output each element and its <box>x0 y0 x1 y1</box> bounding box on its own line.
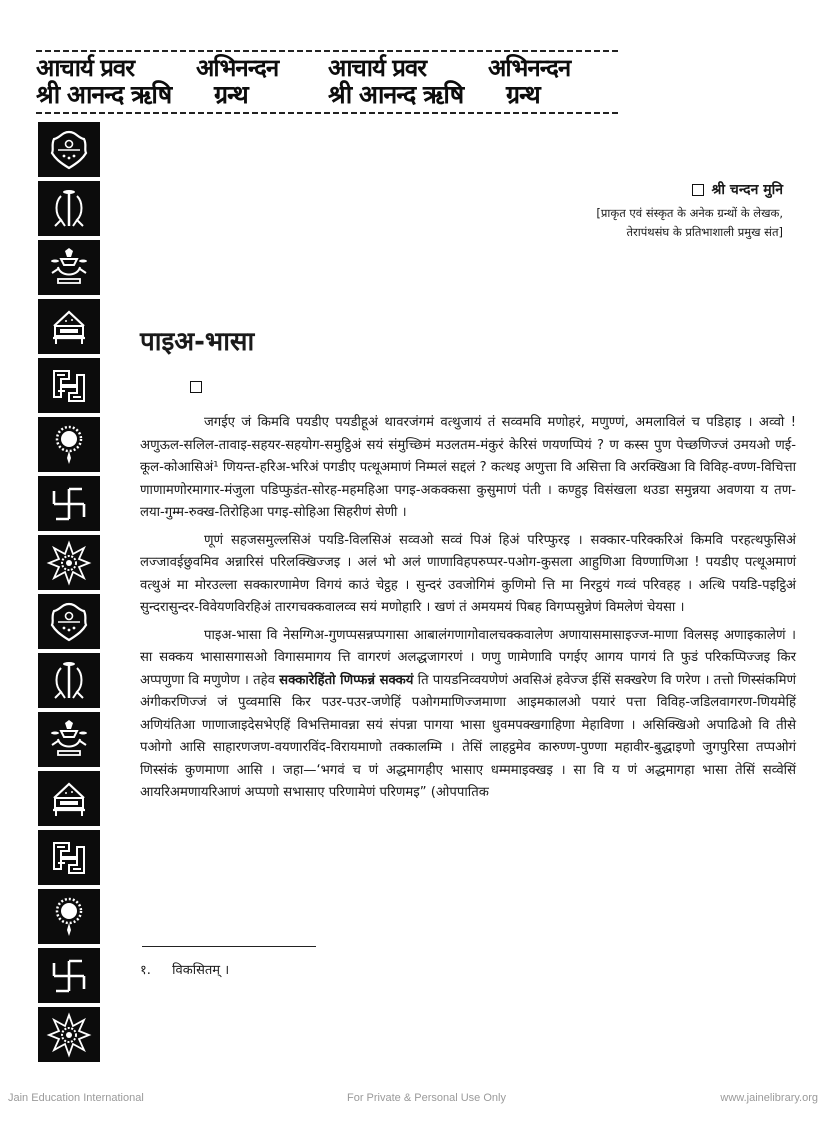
page-footer <box>0 1092 828 1108</box>
footnote-divider <box>142 946 316 947</box>
author-desc-line: तेरापंथसंघ के प्रतिभाशाली प्रमुख संत] <box>626 224 783 239</box>
footnote <box>140 960 229 978</box>
throne-icon <box>38 771 100 826</box>
banner-text: आचार्य प्रवर <box>328 53 427 82</box>
banner-text: आचार्य प्रवर <box>36 53 135 82</box>
banner-text: ग्रन्थ <box>214 79 248 109</box>
paragraph: णूणं सहजसमुल्लसिअं पयडि-विलसिअं सव्वओ सव्वं पिअं हिअं परिप्फुरइ । सक्कार-परिक्करिअं किमवि परहत्थफुसिअं लज्जावईछुवमिव अन्नारिसं परिलक्खिज्जइ । अलं भो अलं णाणाविहपरुप्पर-पओग-कुसला आहुणिआ विण्णाणिआ ! पयडीए पत्थूअमाणं वत्थुअं मा मोरउल्ला सक्कारणामेण विगयं काउं चेट्ठह । सुन्दरं उवजोगिमं कुणिमो त्ति मा निरट्ठयं गव्वं परिवहह । अत्थि पयडि-पइट्ठिअं सुन्दरासुन्दर-विवेयणविरहिअं तारगचक्कवालव्व सयं मणोहारि । खणं तं अमयमयं पिबह विगप्पसुन्नेणं विमलेणं चेयसा । <box>140 532 796 615</box>
mangal-kalash-icon <box>38 594 100 649</box>
banner-text: अभिनन्दन <box>196 53 279 82</box>
footer-usage-note: For Private & Personal Use Only <box>347 1092 506 1104</box>
footnote-number: १. <box>140 963 151 978</box>
article-body <box>140 412 796 810</box>
swastika-icon <box>38 948 100 1003</box>
author-block <box>596 180 783 242</box>
banner-text: ग्रन्थ <box>506 79 540 109</box>
fish-pair-icon <box>38 653 100 708</box>
srivatsa-star-icon <box>38 535 100 590</box>
author-desc-line: [प्राकृत एवं संस्कृत के अनेक ग्रन्थों के लेखक, <box>596 205 783 220</box>
mirror-icon <box>38 889 100 944</box>
mirror-icon <box>38 417 100 472</box>
bhadrasana-icon <box>38 712 100 767</box>
header-banner <box>36 50 621 112</box>
bhadrasana-icon <box>38 240 100 295</box>
decorative-border <box>38 122 100 1062</box>
square-bullet-icon <box>692 184 704 196</box>
footer-publisher: Jain Education International <box>8 1092 144 1104</box>
banner-block <box>36 50 196 112</box>
banner-block <box>488 50 620 112</box>
banner-text: श्री आनन्द ऋषि <box>36 79 172 109</box>
bold-phrase: सक्कारेहिंतो णिप्फन्नं सक्कयं <box>279 672 414 688</box>
banner-text: अभिनन्दन <box>488 53 571 82</box>
footnote-text: विकसितम् । <box>172 963 230 978</box>
footer-website-link[interactable]: www.jainelibrary.org <box>720 1092 818 1104</box>
paragraph: पाइअ-भासा वि नेसग्गिअ-गुणप्पसन्नप्पगासा आबालंगणागोवालचक्कवालेण अणायासमासाइज्ज-माणा विलसइ अणाइकालेणं । सा सक्कय भासासगासओ विगासमागय त्ति वागरणं अलद्धजागरणं । णणु णामेणावि पगईए आगय पागयं ति फुडं परिकप्पिज्जइ किर अप्पणुणा वि मणुणेण । तहेव सक्कारेहिंतो णिप्फन्नं सक्कयं ति पायडनिव्वयणेणं अवसिअं हवेज्ज ईसिं सक्खरेण वि णरेण । तत्तो णिस्संकमिणं अंगीकरणिज्जं जं पुव्वमासि किर पउर-पउर-जणेहिं पओगमाणिज्जमाणा आइमकालओ पयारं पत्ता विविह-जडिलवागरण-णियमेहिं अणियंतिआ णाणाजाइदेसभेएहिं विभत्तिमावन्ना सयं संपन्ना पागया भासा धुवमपक्खगाहिणा मेहाविणा । असिक्खिओ अपाढिओ वि तीसे पओगो आसि साहारणजण-वयणारविंद-विरायमाणो तक्कालम्मि । तेसिं लाहट्ठमेव कारुण्ण-पुण्णा महावीर-बुद्धाइणो जुगपुरिसा तप्पओगं णिस्संकं कुणमाणा आसि । जहा—‘भगवं च णं अद्धमागहीए भासाए धम्ममाइक्खइ । सा वि य णं अद्धमागहा भासा तेसिं सव्वेसिं आयरिअमणायरिआणं अप्पणो सभासाए परिणामेणं परिणमइ” (ओपपातिक <box>140 627 796 800</box>
nandyavarta-icon <box>38 358 100 413</box>
fish-pair-icon <box>38 181 100 236</box>
author-description <box>596 204 783 242</box>
author-name-row <box>692 180 783 199</box>
nandyavarta-icon <box>38 830 100 885</box>
article-title: पाइअ-भासा <box>140 327 255 357</box>
banner-text: श्री आनन्द ऋषि <box>328 79 464 109</box>
banner-bottom-rule <box>36 112 621 114</box>
banner-block <box>196 50 328 112</box>
srivatsa-star-icon <box>38 1007 100 1062</box>
banner-block <box>328 50 488 112</box>
mangal-kalash-icon <box>38 122 100 177</box>
square-bullet-icon <box>190 381 202 393</box>
throne-icon <box>38 299 100 354</box>
swastika-icon <box>38 476 100 531</box>
paragraph: जगईए जं किमवि पयडीए पयडीहूअं थावरजंगमं वत्थुजायं तं सव्वमवि मणोहरं, मणुण्णं, अमलाविलं च पडिहाइ । अव्वो ! अणुऊल-सलिल-तावाइ-सहयर-सहयोग-समुट्ठिअं सयं संमुच्छिमं मउलतम-मंकुरं केरिसं णयणप्पियं ? ण कस्स पुण पेच्छणिज्जं उमयओ णई-कूल-कोआसिअं¹ णियन्त-हरिअ-भरिअं पगडीए पत्थूअमाणं निम्मलं सद्दलं ? कत्थइ अणुत्ता वि असित्ता वि अरक्खिआ वि विविह-वण्ण-विचित्ता णाणामणोरमागार-मंजुला पडिप्फुडंत-सोरह-महमहिआ पगइ-अकक्कसा कुसुमाणं पंती । कण्हुइ विसंखला थउडा समुन्नया अवणया य तण-लया-गुम्म-रुक्ख-तिरोहिआ पगइ-सोहिआ सिहरीणं सेणी । <box>140 415 796 520</box>
author-name: श्री चन्दन मुनि <box>711 182 783 198</box>
